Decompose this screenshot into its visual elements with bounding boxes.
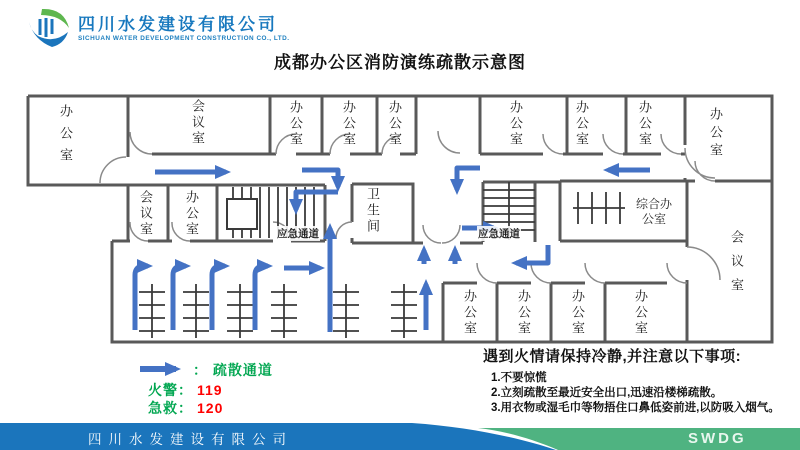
emergency-exit-label-left: 应急通道 (277, 228, 319, 240)
room-label-office-top-5: 办公室 (387, 100, 402, 148)
legend-fire-phone (148, 380, 223, 400)
legend-evacuation-label: ： 疏散通道 (193, 362, 273, 378)
footer-brand-swdg: SWDG (688, 430, 747, 447)
footer-company-name: 四川水发建设有限公司 (88, 432, 293, 447)
room-label-office-top-left: 办公室 (58, 104, 73, 170)
room-label-meeting-top: 会议室 (190, 99, 205, 147)
room-label-general-office: 综合办 公室 (635, 197, 672, 226)
room-label-office-top-3: 办公室 (288, 100, 303, 148)
room-label-office-top-6: 办公室 (508, 100, 523, 148)
logo-company-name: 四川水发建设有限公司 (78, 14, 278, 34)
room-label-office-bottom-4: 办公室 (633, 289, 648, 337)
room-label-meeting-mid: 会议室 (138, 190, 153, 238)
fire-notice-item-3: 3.用衣物或湿毛巾等物捂住口鼻低姿前进,以防吸入烟气。 (491, 402, 780, 414)
first-aid-number: 120 (197, 400, 224, 416)
emergency-exit-label-right: 应急通道 (478, 228, 520, 240)
room-label-office-bottom-1: 办公室 (462, 289, 477, 337)
fire-alarm-label: 火警： (148, 382, 193, 398)
room-label-office-bottom-2: 办公室 (516, 289, 531, 337)
fire-notice (483, 345, 795, 416)
room-label-office-bottom-3: 办公室 (570, 289, 585, 337)
logo-company-subtitle: SICHUAN WATER DEVELOPMENT CONSTRUCTION CO., LTD. (78, 34, 290, 42)
room-label-office-mid: 办公室 (184, 190, 199, 238)
fire-alarm-number: 119 (197, 382, 223, 398)
evacuation-arrows (135, 168, 650, 369)
fire-notice-item-1: 1.不要惊慌 (491, 372, 547, 384)
fire-notice-item-2: 2.立刻疏散至最近安全出口,迅速沿楼梯疏散。 (491, 387, 723, 399)
room-label-office-top-right: 办公室 (708, 107, 723, 161)
room-label-meeting-right: 会议室 (729, 230, 744, 302)
page-title: 成都办公区消防演练疏散示意图 (274, 53, 526, 72)
room-label-office-top-7: 办公室 (574, 100, 589, 148)
room-label-washroom: 卫生间 (365, 187, 380, 235)
room-label-office-top-8: 办公室 (637, 100, 652, 148)
legend-aid-phone (148, 398, 223, 418)
first-aid-label: 急救： (148, 400, 193, 416)
room-label-office-top-4: 办公室 (341, 100, 356, 148)
fire-notice-heading: 遇到火情请保持冷静,并注意以下事项: (483, 348, 742, 365)
